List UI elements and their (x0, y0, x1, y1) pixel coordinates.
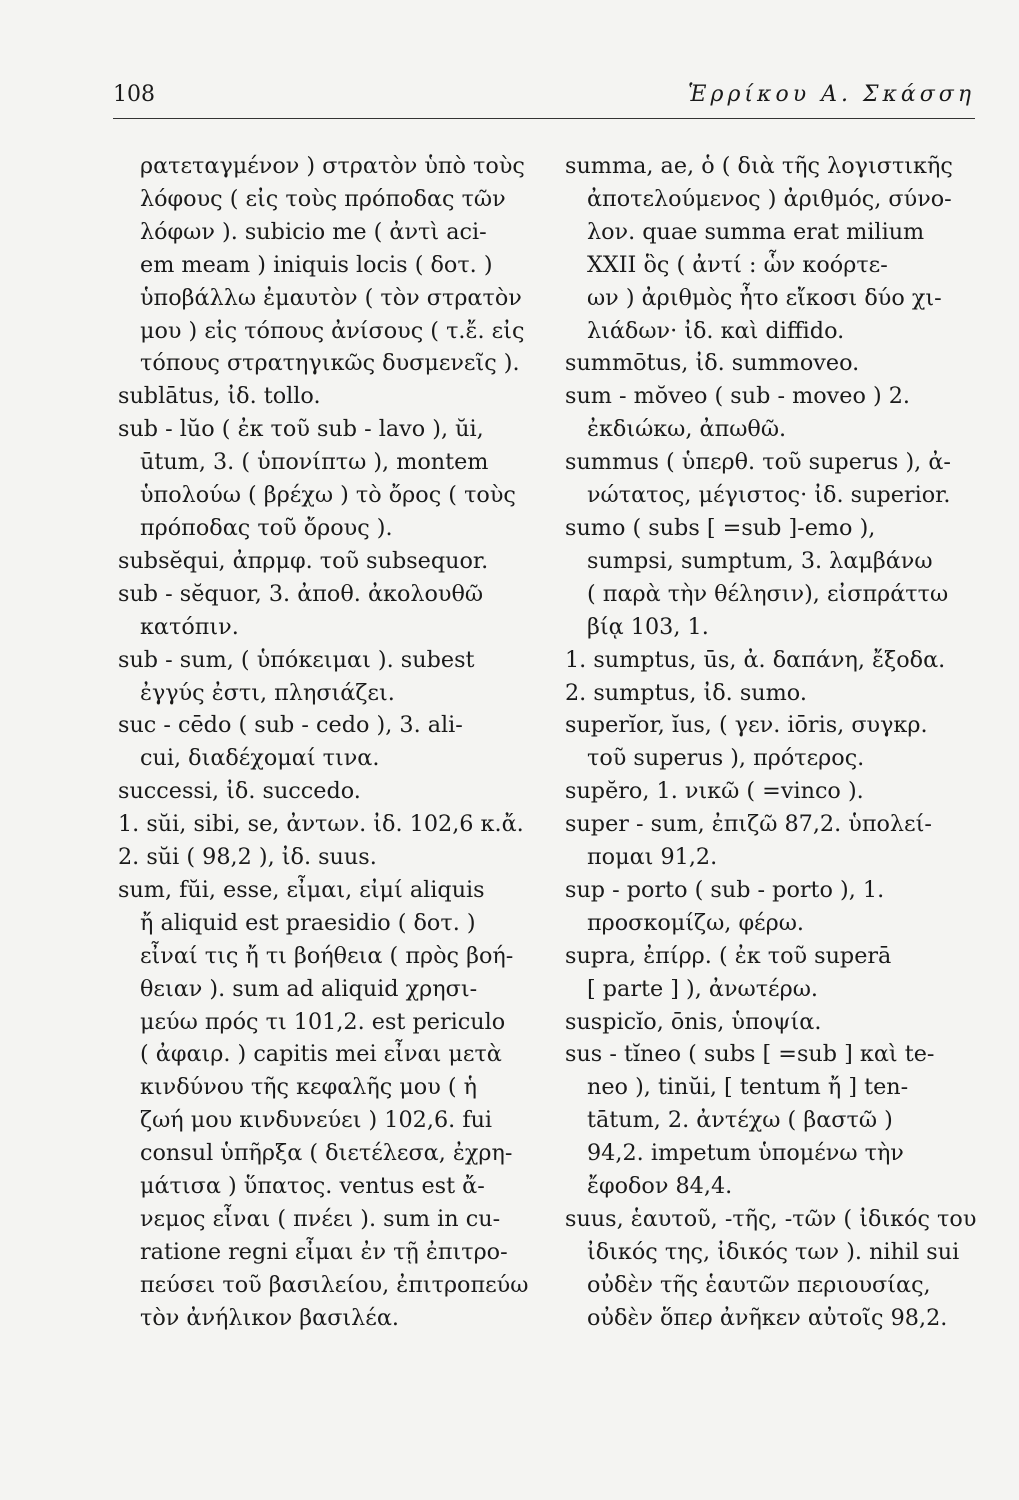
running-head: Ἑρρίκου Α. Σκάσση (688, 82, 975, 107)
dictionary-line: ὑπολούω ( βρέχω ) τὸ ὄρος ( τοὺς (140, 482, 516, 509)
dictionary-line: supra, ἐπίρρ. ( ἐκ τοῦ superā (565, 942, 892, 969)
header-rule (113, 118, 975, 119)
dictionary-line: tātum, 2. ἀντέχω ( βαστῶ ) (587, 1107, 893, 1134)
dictionary-line: 94,2. impetum ὑπομένω τὴν (587, 1140, 904, 1167)
dictionary-line: successi, ἰδ. succedo. (118, 778, 361, 805)
dictionary-line: μάτισα ) ὕπατος. ventus est ἄ- (140, 1173, 485, 1200)
dictionary-line: sub - lŭo ( ἐκ τοῦ sub - lavo ), ŭi, (118, 416, 484, 443)
dictionary-line: ratione regni εἶμαι ἐν τῇ ἐπιτρο- (140, 1238, 508, 1265)
dictionary-line: λον. quae summa erat milium (587, 218, 925, 245)
dictionary-line: supĕro, 1. νικῶ ( =vinco ). (565, 778, 864, 805)
dictionary-line: superĭor, ĭus, ( γεν. iōris, συγκρ. (565, 712, 928, 739)
dictionary-line: XXII ὃς ( ἀντί : ὧν κοόρτε- (587, 251, 888, 278)
dictionary-line: 2. sŭi ( 98,2 ), ἰδ. suus. (118, 844, 377, 871)
dictionary-line: sublātus, ἰδ. tollo. (118, 383, 321, 410)
dictionary-line: λόφους ( εἰς τοὺς πρόποδας τῶν (140, 185, 506, 212)
dictionary-line: εἶναί τις ἤ τι βοήθεια ( πρὸς βοή- (140, 942, 514, 969)
dictionary-line: em meam ) iniquis locis ( δοτ. ) (140, 251, 493, 278)
dictionary-line: ( ἀφαιρ. ) capitis mei εἶναι μετὰ (140, 1041, 502, 1068)
dictionary-line: [ parte ] ), ἀνωτέρω. (587, 975, 818, 1002)
dictionary-line: ζωή μου κινδυνεύει ) 102,6. fui (140, 1107, 493, 1134)
dictionary-line: βίᾳ 103, 1. (587, 613, 709, 640)
dictionary-line: ἀποτελούμενος ) ἀριθμός, σύνο- (587, 185, 952, 212)
dictionary-line: sub - sĕquor, 3. ἀποθ. ἀκολουθῶ (118, 580, 484, 607)
dictionary-line: πρόποδας τοῦ ὄρους ). (140, 514, 393, 541)
right-column (565, 150, 977, 1335)
dictionary-line: ἰδικός της, ἰδικός των ). nihil sui (587, 1238, 960, 1265)
dictionary-line: λόφων ). subicio me ( ἀντὶ aci- (140, 218, 487, 245)
dictionary-line: 1. sŭi, sibi, se, ἀντων. ἰδ. 102,6 κ.ἄ. (118, 811, 524, 838)
dictionary-line: sup - porto ( sub - porto ), 1. (565, 876, 885, 903)
dictionary-line: κινδύνου τῆς κεφαλῆς μου ( ἡ (140, 1074, 478, 1101)
dictionary-line: τὸν ἀνήλικον βασιλέα. (140, 1304, 399, 1331)
dictionary-line: ( παρὰ τὴν θέλησιν), εἰσπράττω (587, 580, 949, 607)
left-column (118, 150, 538, 1335)
dictionary-line: τοῦ superus ), πρότερος. (587, 745, 865, 772)
dictionary-line: τόπους στρατηγικῶς δυσμενεῖς ). (140, 350, 520, 377)
dictionary-line: προσκομίζω, φέρω. (587, 909, 804, 936)
dictionary-line: summa, ae, ὁ ( διὰ τῆς λογιστικῆς (565, 153, 953, 179)
dictionary-line: sum, fŭi, esse, εἶμαι, εἰμί aliquis (118, 876, 485, 903)
dictionary-line: νεμος εἶναι ( πνέει ). sum in cu- (140, 1206, 501, 1232)
dictionary-line: κατόπιν. (140, 613, 239, 640)
dictionary-line: ἐκδιώκω, ἀπωθῶ. (587, 416, 787, 443)
dictionary-line: ūtum, 3. ( ὑπονίπτω ), montem (140, 449, 489, 476)
dictionary-line: 2. sumptus, ἰδ. sumo. (565, 679, 807, 706)
dictionary-line: sumo ( subs [ =sub ]-emo ), (565, 514, 876, 541)
dictionary-line: οὐδὲν ὅπερ ἀνῆκεν αὐτοῖς 98,2. (587, 1304, 948, 1331)
dictionary-line: subsĕqui, ἀπρμφ. τοῦ subsequor. (118, 547, 489, 574)
dictionary-line: summōtus, ἰδ. summoveo. (565, 350, 860, 377)
dictionary-line: sub - sum, ( ὑπόκειμαι ). subest (118, 646, 475, 673)
dictionary-line: θειαν ). sum ad aliquid χρησι- (140, 975, 478, 1002)
dictionary-line: sumpsi, sumptum, 3. λαμβάνω (587, 547, 933, 574)
dictionary-line: sus - tĭneo ( subs [ =sub ] καὶ te- (565, 1041, 935, 1068)
dictionary-line: suspicĭo, ōnis, ὑποψία. (565, 1008, 822, 1035)
dictionary-line: ὑποβάλλω ἐμαυτὸν ( τὸν στρατὸν (140, 284, 522, 311)
dictionary-line: ἐγγύς ἐστι, πλησιάζει. (140, 679, 395, 706)
dictionary-line: μεύω πρός τι 101,2. est periculo (140, 1008, 506, 1035)
dictionary-line: cui, διαδέχομαί τινα. (140, 745, 380, 772)
dictionary-line: ἔφοδον 84,4. (587, 1173, 733, 1200)
dictionary-line: ρατεταγμένον ) στρατὸν ὑπὸ τοὺς (140, 153, 525, 179)
dictionary-line: ων ) ἀριθμὸς ἦτο εἴκοσι δύο χι- (587, 284, 942, 311)
dictionary-line: super - sum, ἐπιζῶ 87,2. ὑπολεί- (565, 811, 932, 838)
dictionary-line: νώτατος, μέγιστος· ἰδ. superior. (587, 482, 951, 509)
dictionary-line: μου ) εἰς τόπους ἀνίσους ( τ.ἔ. εἰς (140, 317, 525, 344)
dictionary-line: πομαι 91,2. (587, 844, 718, 871)
dictionary-line: οὐδὲν τῆς ἑαυτῶν περιουσίας, (587, 1271, 931, 1298)
dictionary-line: sum - mŏveo ( sub - moveo ) 2. (565, 383, 911, 410)
dictionary-line: πεύσει τοῦ βασιλείου, ἐπιτροπεύω (140, 1271, 529, 1298)
dictionary-line: ἤ aliquid est praesidio ( δοτ. ) (140, 909, 476, 936)
page-number: 108 (113, 82, 155, 107)
dictionary-line: consul ὑπῆρξα ( διετέλεσα, ἐχρη- (140, 1140, 513, 1167)
dictionary-line: neo ), tinŭi, [ tentum ἤ ] ten- (587, 1074, 909, 1101)
dictionary-line: λιάδων· ἰδ. καὶ diffido. (587, 317, 845, 344)
dictionary-line: suus, ἑαυτοῦ, -τῆς, -τῶν ( ἰδικός του (565, 1206, 977, 1232)
dictionary-line: 1. sumptus, ūs, ἀ. δαπάνη, ἔξοδα. (565, 646, 946, 673)
dictionary-line: suc - cēdo ( sub - cedo ), 3. ali- (118, 712, 463, 739)
dictionary-line: summus ( ὑπερθ. τοῦ superus ), ἀ- (565, 449, 951, 476)
page-header (113, 80, 975, 116)
